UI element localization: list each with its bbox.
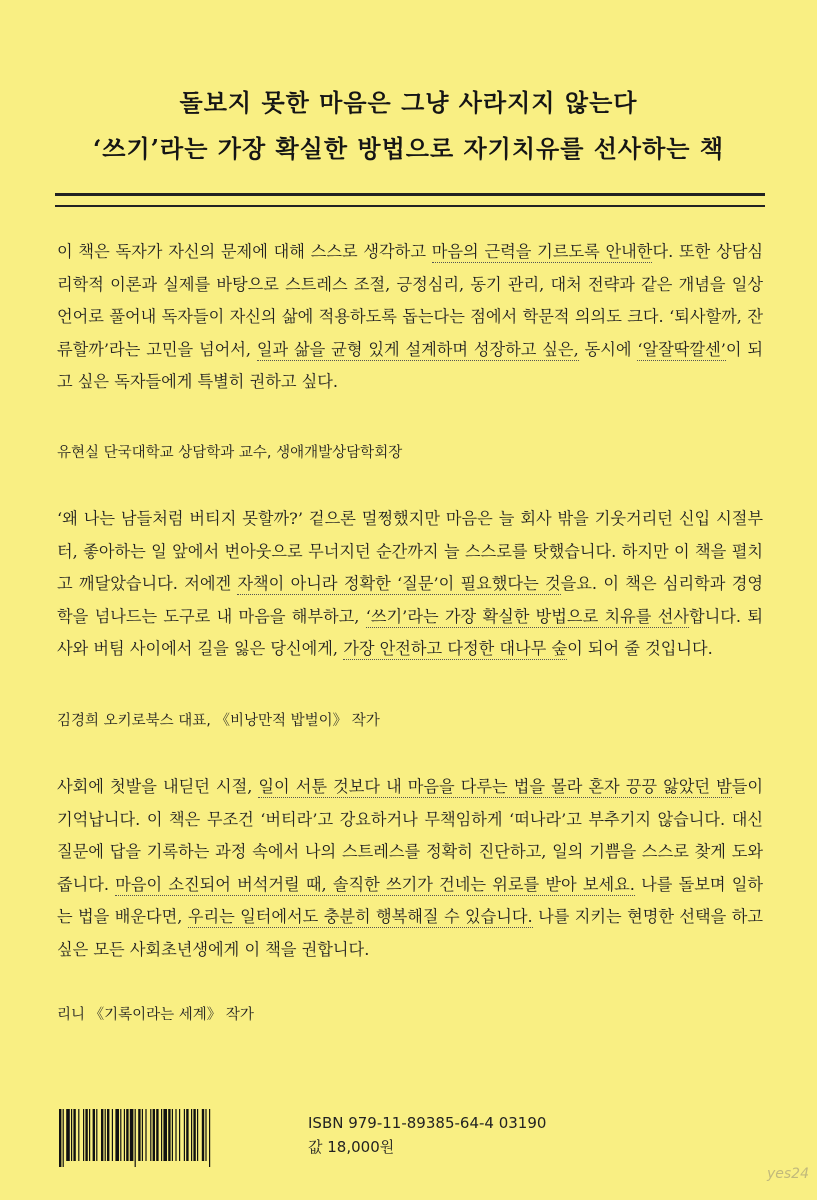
blurb-1-seg: 다. 또한 상담심리학적 이론과 실제를 바탕으로 스트레스 조절, 긍정심리, 동기 관리, 대처 전략과 같은 개념을 일상 언어로 풀어내 독자들이 자신의 삶에 적용하도록 돕는다는 점에서 학문적 의의도 크다. ‘퇴사할까, 잔류할까’라는 고민을 넘어서, xyxy=(57,242,764,359)
blurb-2-highlight: 가장 안전하고 다정한 대나무 숲 xyxy=(343,639,568,658)
watermark-logo: yes24 xyxy=(766,1166,809,1182)
blurb-3-highlight: 우리는 일터에서도 충분히 행복해질 수 있습니다. xyxy=(187,907,533,926)
price: 값 18,000원 xyxy=(308,1138,395,1156)
blurb-1-highlight: ‘알잘딱깔센’ xyxy=(637,339,726,359)
headline-line-2: ‘쓰기’라는 가장 확실한 방법으로 자기치유를 선사하는 책 xyxy=(92,134,725,163)
blurb-1-seg: 이 책은 독자가 자신의 문제에 대해 스스로 생각하고 xyxy=(57,242,432,261)
blurb-2-seg: 이 되어 줄 것입니다. xyxy=(567,639,713,658)
blurb-1-text xyxy=(57,236,763,399)
blurb-1-seg: 동시에 xyxy=(578,339,638,359)
blurb-2-credit: 김경희 오키로북스 대표, 《비낭만적 밥벌이》 작가 xyxy=(57,713,380,729)
isbn-number: ISBN 979-11-89385-64-4 03190 xyxy=(308,1114,547,1132)
divider-rule-bottom xyxy=(55,205,765,207)
isbn-block xyxy=(308,1111,546,1159)
blurb-3-seg: 들이 기억납니다. 이 책은 무조건 ‘버티라’고 강요하거나 무책임하게 ‘떠나라’고 부추기지 않습니다. 대신 질문에 답을 기록하는 과정 속에서 나의 스트레스를 정확히 진단하고, 일의 기쁨을 스스로 찾게 도와줍니다. xyxy=(57,777,763,894)
divider-rule-top xyxy=(55,193,765,196)
blurb-3-seg: 사회에 첫발을 내딛던 시절, xyxy=(57,777,259,796)
blurb-2-highlight: 자책이 아니라 정확한 ‘질문’이 필요했다는 것 xyxy=(237,574,561,593)
blurb-3-text xyxy=(57,771,763,966)
blurb-3-credit: 리니 《기록이라는 세계》 작가 xyxy=(57,1007,254,1023)
headline xyxy=(0,80,817,172)
headline-line-1: 돌보지 못한 마음은 그냥 사라지지 않는다 xyxy=(179,88,638,117)
blurb-2-highlight: ‘쓰기’라는 가장 확실한 방법으로 치유를 선사 xyxy=(365,606,689,626)
blurb-3-seg: 나를 지키는 현명한 선택을 하고 싶은 모든 사회초년생에게 이 책을 권합니다. xyxy=(57,907,763,959)
blurb-1-credit: 유현실 단국대학교 상담학과 교수, 생애개발상담학회장 xyxy=(57,445,403,461)
blurb-2-seg: 합니다. 퇴사와 버팀 사이에서 길을 잃은 당신에게, xyxy=(57,606,763,658)
blurb-3-seg: 나를 돌보며 일하는 법을 배운다면, xyxy=(57,874,763,926)
blurb-1-seg: 이 되고 싶은 독자들에게 특별히 권하고 싶다. xyxy=(57,339,763,391)
blurb-2-seg: 을요. 이 책은 심리학과 경영학을 넘나드는 도구로 내 마음을 해부하고, xyxy=(57,574,763,626)
barcode-icon xyxy=(57,1109,287,1167)
blurb-3-highlight: 마음이 소진되어 버석거릴 때, 솔직한 쓰기가 건네는 위로를 받아 보세요. xyxy=(115,874,635,894)
blurb-3-highlight: 일이 서툰 것보다 내 마음을 다루는 법을 몰라 혼자 끙끙 앓았던 밤 xyxy=(258,777,732,796)
blurb-1-highlight: 일과 삶을 균형 있게 설계하며 성장하고 싶은, xyxy=(256,339,579,359)
blurb-1-highlight: 마음의 근력을 기르도록 안내한 xyxy=(431,242,653,261)
blurb-2-seg: ‘왜 나는 남들처럼 버티지 못할까?’ 겉으론 멀쩡했지만 마음은 늘 회사 밖을 기웃거리던 신입 시절부터, 좋아하는 일 앞에서 번아웃으로 무너지던 순간까지 늘 스스로를 탓했습니다. 하지만 이 책을 펼치고 깨달았습니다. 저에겐 xyxy=(57,509,763,593)
blurb-2-text xyxy=(57,503,763,666)
